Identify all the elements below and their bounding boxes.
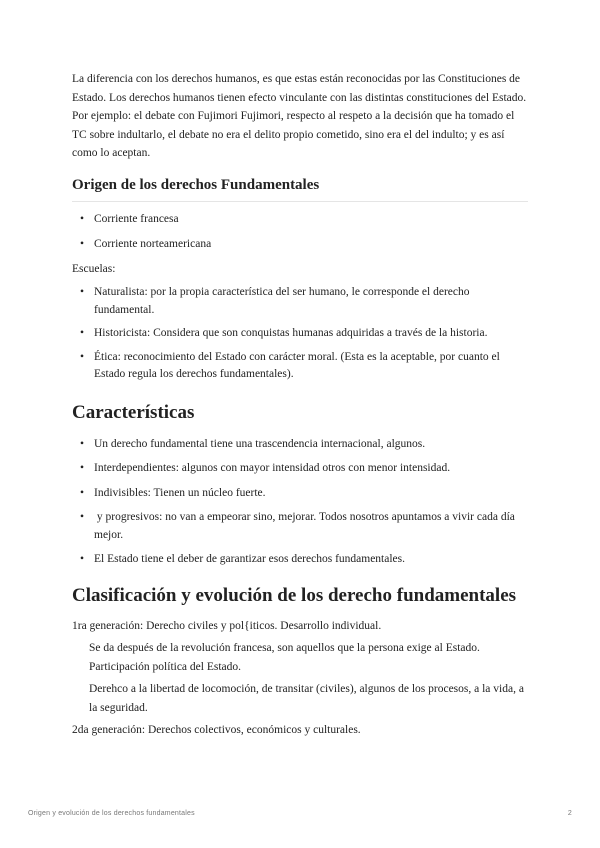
bullet-icon: • bbox=[80, 238, 85, 250]
list-item: • Un derecho fundamental tiene una trascendencia internacional, algunos. bbox=[72, 436, 528, 454]
bullet-icon: • bbox=[80, 553, 85, 565]
bullet-icon: • bbox=[80, 350, 85, 363]
intro-paragraph: La diferencia con los derechos humanos, es que estas están reconocidas por las Constituciones de Estado. Los derechos humanos tienen efecto vinculante con las distintas constituciones del Estado. Por ejemplo: el debate con Fujimori Fujimori, respecto al respeto a la decisión que ha tomado el TC sobre indultarlo, el debate no era el delito propio cometido, sino era el del indulto; y es así como lo aceptan. bbox=[72, 73, 527, 159]
section-title-clasificacion: Clasificación y evolución de los derecho fundamentales bbox=[72, 584, 517, 606]
list-item: • Corriente francesa bbox=[72, 211, 528, 229]
bullet-icon: • bbox=[80, 437, 85, 450]
second-generation-heading: 2da generación: Derechos colectivos, económicos y culturales. bbox=[72, 724, 361, 736]
list-item: • Ética: reconocimiento del Estado con carácter moral. (Esta es la aceptable, por cuanto el Estado regula los derechos fundamentales). bbox=[80, 350, 500, 380]
footer-title: Origen y evolución de los derechos fundamentales bbox=[28, 810, 195, 817]
first-generation-paragraph: Se da después de la revolución francesa, son aquellos que la persona exige al Estado. Participación política del Estado. bbox=[89, 642, 480, 673]
bullet-icon: • bbox=[80, 511, 85, 523]
first-generation-paragraph: Derehco a la libertad de locomoción, de transitar (civiles), algunos de los procesos, a la vida, a la seguridad. bbox=[89, 683, 524, 714]
origin-list bbox=[72, 211, 528, 254]
list-item: • y progresivos: no van a empeorar sino, mejorar. Todos nosotros apuntamos a vivir cada día mejor. bbox=[80, 511, 518, 541]
schools-list bbox=[72, 284, 528, 384]
schools-label: Escuelas: bbox=[72, 262, 116, 275]
list-item: • Naturalista: por la propia característica del ser humano, le corresponde el derecho fundamental. bbox=[80, 286, 470, 316]
section-title-caracteristicas: Características bbox=[72, 401, 195, 423]
list-item: • Interdependientes: algunos con mayor intensidad otros con menor intensidad. bbox=[72, 460, 528, 478]
page-number: 2 bbox=[567, 810, 572, 817]
bullet-icon: • bbox=[80, 486, 85, 499]
section-title-origen: Origen de los derechos Fundamentales bbox=[72, 175, 528, 202]
bullet-icon: • bbox=[80, 212, 85, 225]
first-generation-heading: 1ra generación: Derecho civiles y pol{iticos. Desarrollo individual. bbox=[72, 619, 382, 632]
list-item: • Historicista: Considera que son conquistas humanas adquiridas a través de la historia. bbox=[72, 325, 528, 343]
page-content bbox=[72, 70, 528, 740]
bullet-icon: • bbox=[80, 286, 85, 298]
list-item: • Corriente norteamericana bbox=[72, 236, 528, 254]
list-item: • Indivisibles: Tienen un núcleo fuerte. bbox=[72, 485, 528, 503]
list-item: • El Estado tiene el deber de garantizar esos derechos fundamentales. bbox=[72, 551, 528, 569]
characteristics-list bbox=[72, 436, 528, 569]
bullet-icon: • bbox=[80, 327, 85, 339]
bullet-icon: • bbox=[80, 462, 85, 474]
